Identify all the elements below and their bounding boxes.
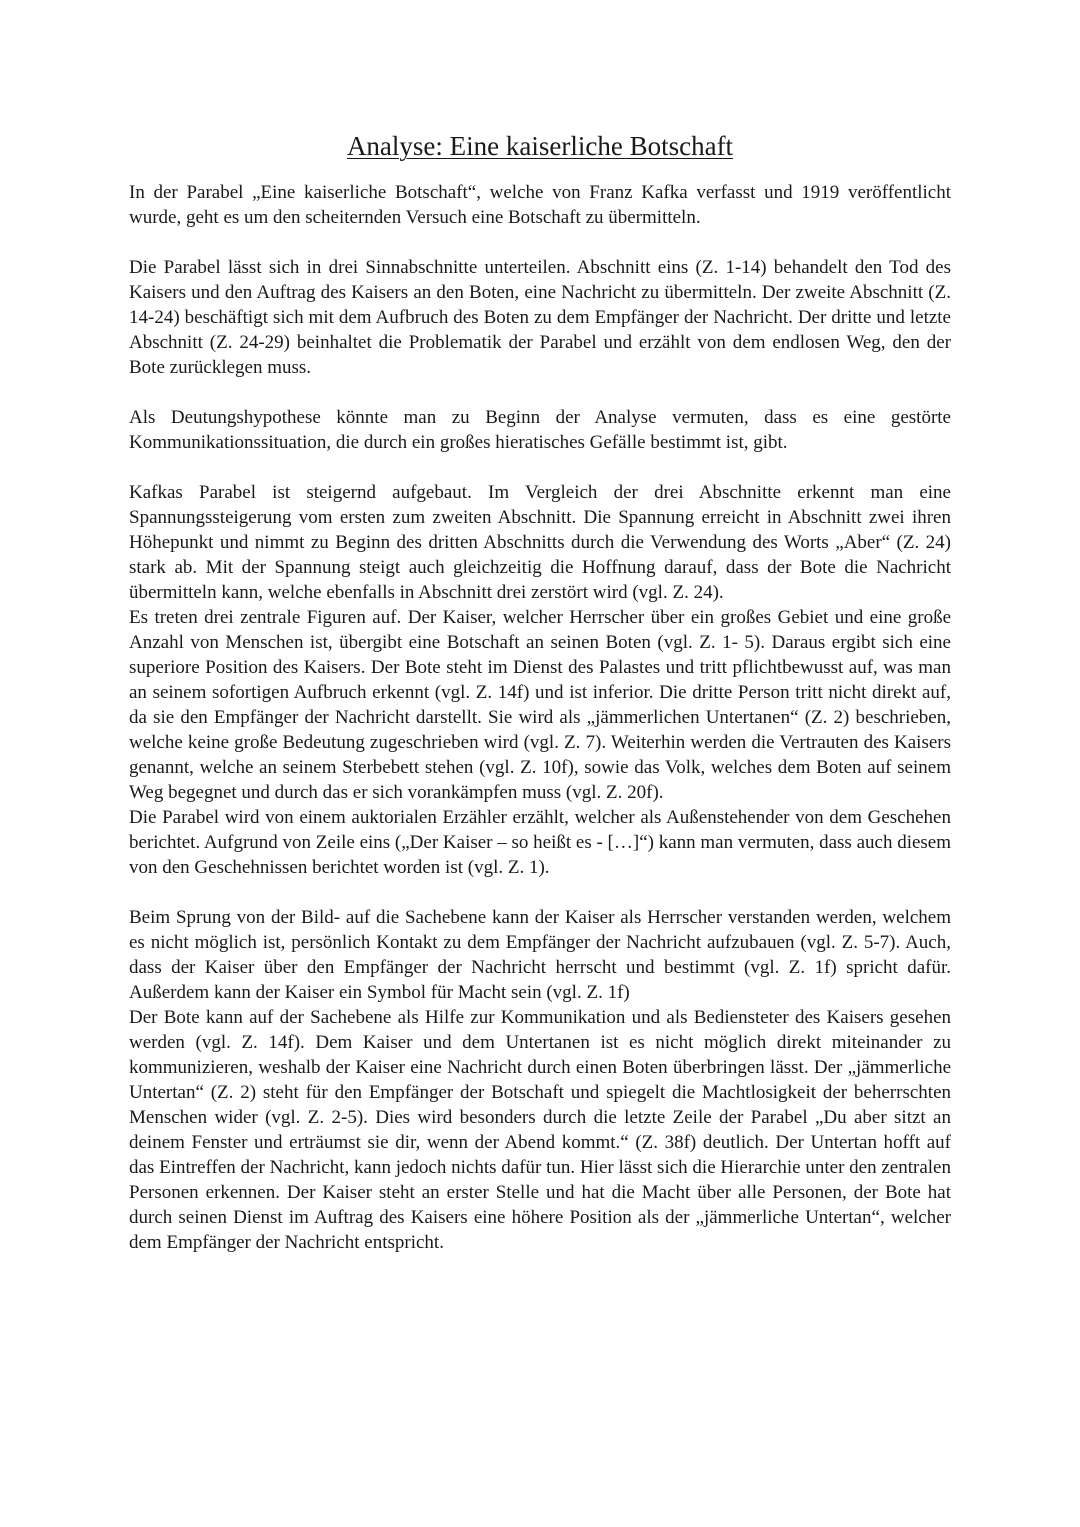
paragraph-tension: Kafkas Parabel ist steigernd aufgebaut. Im Vergleich der drei Abschnitte erkennt man eine Spannungssteigerung vom ersten zum zweiten Abschnitt. Die Spannung erreicht in Abschnitt zwei ihren Höhepunkt und nimmt zu Beginn des dritten Abschnitts durch die Verwendung des Worts „Aber“ (Z. 24) stark ab. Mit der Spannung steigt auch gleichzeitig die Hoffnung darauf, dass der Bote die Nachricht übermitteln kann, welche ebenfalls in Abschnitt drei zerstört wird (vgl. Z. 24). bbox=[129, 482, 951, 603]
paragraph-hypothesis: Als Deutungshypothese könnte man zu Beginn der Analyse vermuten, dass es eine gestörte Kommunikationssituation, die durch ein großes hieratisches Gefälle bestimmt ist, gibt. bbox=[129, 407, 951, 453]
paragraph-emperor-interpretation: Beim Sprung von der Bild- auf die Sachebene kann der Kaiser als Herrscher verstanden werden, welchem es nicht möglich ist, persönlich Kontakt zu dem Empfänger der Nachricht aufzubauen (vgl. Z. 5-7). Auch, dass der Kaiser über den Empfänger der Nachricht herrscht und bestimmt (vgl. Z. 1f) spricht dafür. Außerdem kann der Kaiser ein Symbol für Macht sein (vgl. Z. 1f) bbox=[129, 907, 951, 1003]
document-page bbox=[129, 128, 951, 1255]
paragraph-narrator: Die Parabel wird von einem auktorialen Erzähler erzählt, welcher als Außenstehender von dem Geschehen berichtet. Aufgrund von Zeile eins („Der Kaiser – so heißt es - […]“) kann man vermuten, dass auch diesem von den Geschehnissen berichtet worden ist (vgl. Z. 1). bbox=[129, 807, 952, 878]
paragraph-introduction: In der Parabel „Eine kaiserliche Botschaft“, welche von Franz Kafka verfasst und 1919 veröffentlicht wurde, geht es um den scheiternden Versuch eine Botschaft zu übermitteln. bbox=[129, 182, 951, 228]
paragraph-characters: Es treten drei zentrale Figuren auf. Der Kaiser, welcher Herrscher über ein großes Gebiet und eine große Anzahl von Menschen ist, übergibt eine Botschaft an seinen Boten (vgl. Z. 1- 5). Daraus ergibt sich eine superiore Position des Kaisers. Der Bote steht im Dienst des Palastes und tritt pflichtbewusst auf, was man an seinem sofortigen Aufbruch erkennt (vgl. Z. 14f) und ist inferior. Die dritte Person tritt nicht direkt auf, da sie den Empfänger der Nachricht darstellt. Sie wird als „jämmerlichen Untertanen“ (Z. 2) beschrieben, welche keine große Bedeutung zugeschrieben wird (vgl. Z. 7). Weiterhin werden die Vertrauten des Kaisers genannt, welche an seinem Sterbebett stehen (vgl. Z. 10f), sowie das Volk, welches dem Boten auf seinem Weg begegnet und durch das er sich vorankämpfen muss (vgl. Z. 20f). bbox=[129, 607, 951, 803]
paragraph-messenger-interpretation: Der Bote kann auf der Sachebene als Hilfe zur Kommunikation und als Bediensteter des Kaisers gesehen werden (vgl. Z. 14f). Dem Kaiser und dem Untertanen ist es nicht möglich direkt miteinander zu kommunizieren, weshalb der Kaiser eine Nachricht durch einen Boten überbringen lässt. Der „jämmerliche Untertan“ (Z. 2) steht für den Empfänger der Botschaft und spiegelt die Machtlosigkeit der beherrschten Menschen wider (vgl. Z. 2-5). Dies wird besonders durch die letzte Zeile der Parabel „Du aber sitzt an deinem Fenster und erträumst sie dir, wenn der Abend kommt.“ (Z. 38f) deutlich. Der Untertan hofft auf das Eintreffen der Nachricht, kann jedoch nichts dafür tun. Hier lässt sich die Hierarchie unter den zentralen Personen erkennen. Der Kaiser steht an erster Stelle und hat die Macht über alle Personen, der Bote hat durch seinen Dienst im Auftrag des Kaisers eine höhere Position als der „jämmerliche Untertan“, welcher dem Empfänger der Nachricht entspricht. bbox=[129, 1007, 951, 1253]
document-title: Analyse: Eine kaiserliche Botschaft bbox=[346, 131, 734, 161]
paragraph-structure: Die Parabel lässt sich in drei Sinnabschnitte unterteilen. Abschnitt eins (Z. 1-14) behandelt den Tod des Kaisers und den Auftrag des Kaisers an den Boten, eine Nachricht zu übermitteln. Der zweite Abschnitt (Z. 14-24) beschäftigt sich mit dem Aufbruch des Boten zu dem Empfänger der Nachricht. Der dritte und letzte Abschnitt (Z. 24-29) beinhaltet die Problematik der Parabel und erzählt von dem endlosen Weg, den der Bote zurücklegen muss. bbox=[129, 257, 951, 378]
